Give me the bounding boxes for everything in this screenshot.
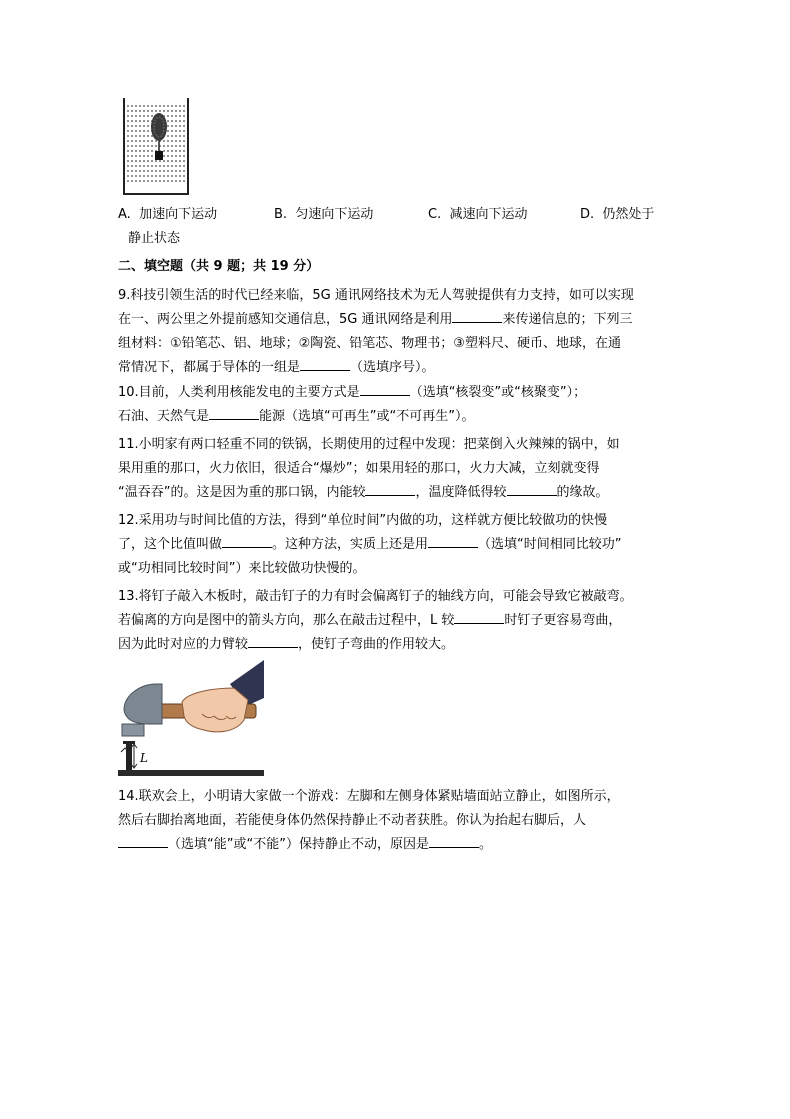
q12-line: 12.采用功与时间比值的方法，得到“单位时间”内做的功，这样就方便比较做功的快慢 [118, 513, 608, 528]
question-12 [118, 509, 678, 581]
question-9 [118, 284, 678, 380]
beaker-icon [120, 98, 192, 196]
answer-blank[interactable] [360, 381, 410, 396]
answer-blank[interactable] [365, 481, 415, 496]
length-label: L [140, 751, 148, 765]
answer-blank[interactable] [452, 308, 502, 323]
answer-blank[interactable] [454, 609, 504, 624]
answer-blank[interactable] [429, 833, 479, 848]
question-14 [118, 785, 678, 857]
answer-blank[interactable] [507, 481, 557, 496]
choice-c: C. 减速向下运动 [428, 207, 528, 222]
answer-blank[interactable] [248, 633, 298, 648]
answer-blank[interactable] [222, 533, 272, 548]
q11-line: 11.小明家有两口轻重不同的铁锅，长期使用的过程中发现：把菜倒入火辣辣的锅中，如 [118, 437, 620, 452]
q9-line: 组材料：①铅笔芯、铝、地球；②陶瓷、铅笔芯、物理书；③塑料尺、硬币、地球，在通 [118, 336, 621, 351]
choice-b: B. 匀速向下运动 [274, 207, 374, 222]
question-11 [118, 433, 678, 505]
hammer-nail-figure [118, 658, 268, 782]
q12-line: 或“功相同比较时间”）来比较做功快慢的。 [118, 561, 366, 576]
question-10 [118, 381, 678, 429]
question-13 [118, 585, 678, 657]
q12-line: 了，这个比值叫做 。这种方法，实质上还是用 （选填“时间相同比较功” [118, 533, 678, 557]
answer-blank[interactable] [209, 405, 259, 420]
q13-line: 13.将钉子敲入木板时，敲击钉子的力有时会偏离钉子的轴线方向，可能会导致它被敲弯。 [118, 589, 633, 604]
q10-line: 石油、天然气是 能源（选填“可再生”或“不可再生”）。 [118, 405, 678, 429]
q13-line: 因为此时对应的力臂较 ，使钉子弯曲的作用较大。 [118, 633, 678, 657]
hammer-icon [118, 658, 268, 782]
q14-line: 14.联欢会上，小明请大家做一个游戏：左脚和左侧身体紧贴墙面站立静止，如图所示， [118, 789, 620, 804]
section-title: 二、填空题（共 9 题；共 19 分） [118, 259, 320, 274]
q13-line: 若偏离的方向是图中的箭头方向，那么在敲击过程中，L 较 时钉子更容易弯曲， [118, 609, 678, 633]
q11-line: 果用重的那口，火力依旧，很适合“爆炒”；如果用轻的那口，火力大减，立刻就变得 [118, 461, 600, 476]
answer-blank[interactable] [118, 833, 168, 848]
choice-a: A. 加速向下运动 [118, 207, 218, 222]
q14-line: 然后右脚抬离地面，若能使身体仍然保持静止不动者获胜。你认为抬起右脚后，人 [118, 813, 587, 828]
liquid-container-figure [120, 98, 192, 196]
choice-d: D. 仍然处于 [580, 207, 655, 222]
q11-line: “温吞吞”的。这是因为重的那口锅，内能较 ，温度降低得较 的缘故。 [118, 481, 678, 505]
q8-choices [118, 203, 678, 251]
q10-line: 10.目前，人类利用核能发电的主要方式是 （选填“核裂变”或“核聚变”）； [118, 381, 678, 405]
q9-line: 常情况下，都属于导体的一组是 （选填序号）。 [118, 356, 678, 380]
answer-blank[interactable] [300, 356, 350, 371]
q14-line: （选填“能”或“不能”）保持静止不动，原因是 。 [118, 833, 678, 857]
q9-line: 在一、两公里之外提前感知交通信息，5G 通讯网络是利用 来传递信息的；下列三 [118, 308, 678, 332]
answer-blank[interactable] [428, 533, 478, 548]
choice-d-wrap: 静止状态 [128, 231, 181, 246]
q9-line: 9.科技引领生活的时代已经来临，5G 通讯网络技术为无人驾驶提供有力支持，如可以实现 [118, 288, 634, 303]
